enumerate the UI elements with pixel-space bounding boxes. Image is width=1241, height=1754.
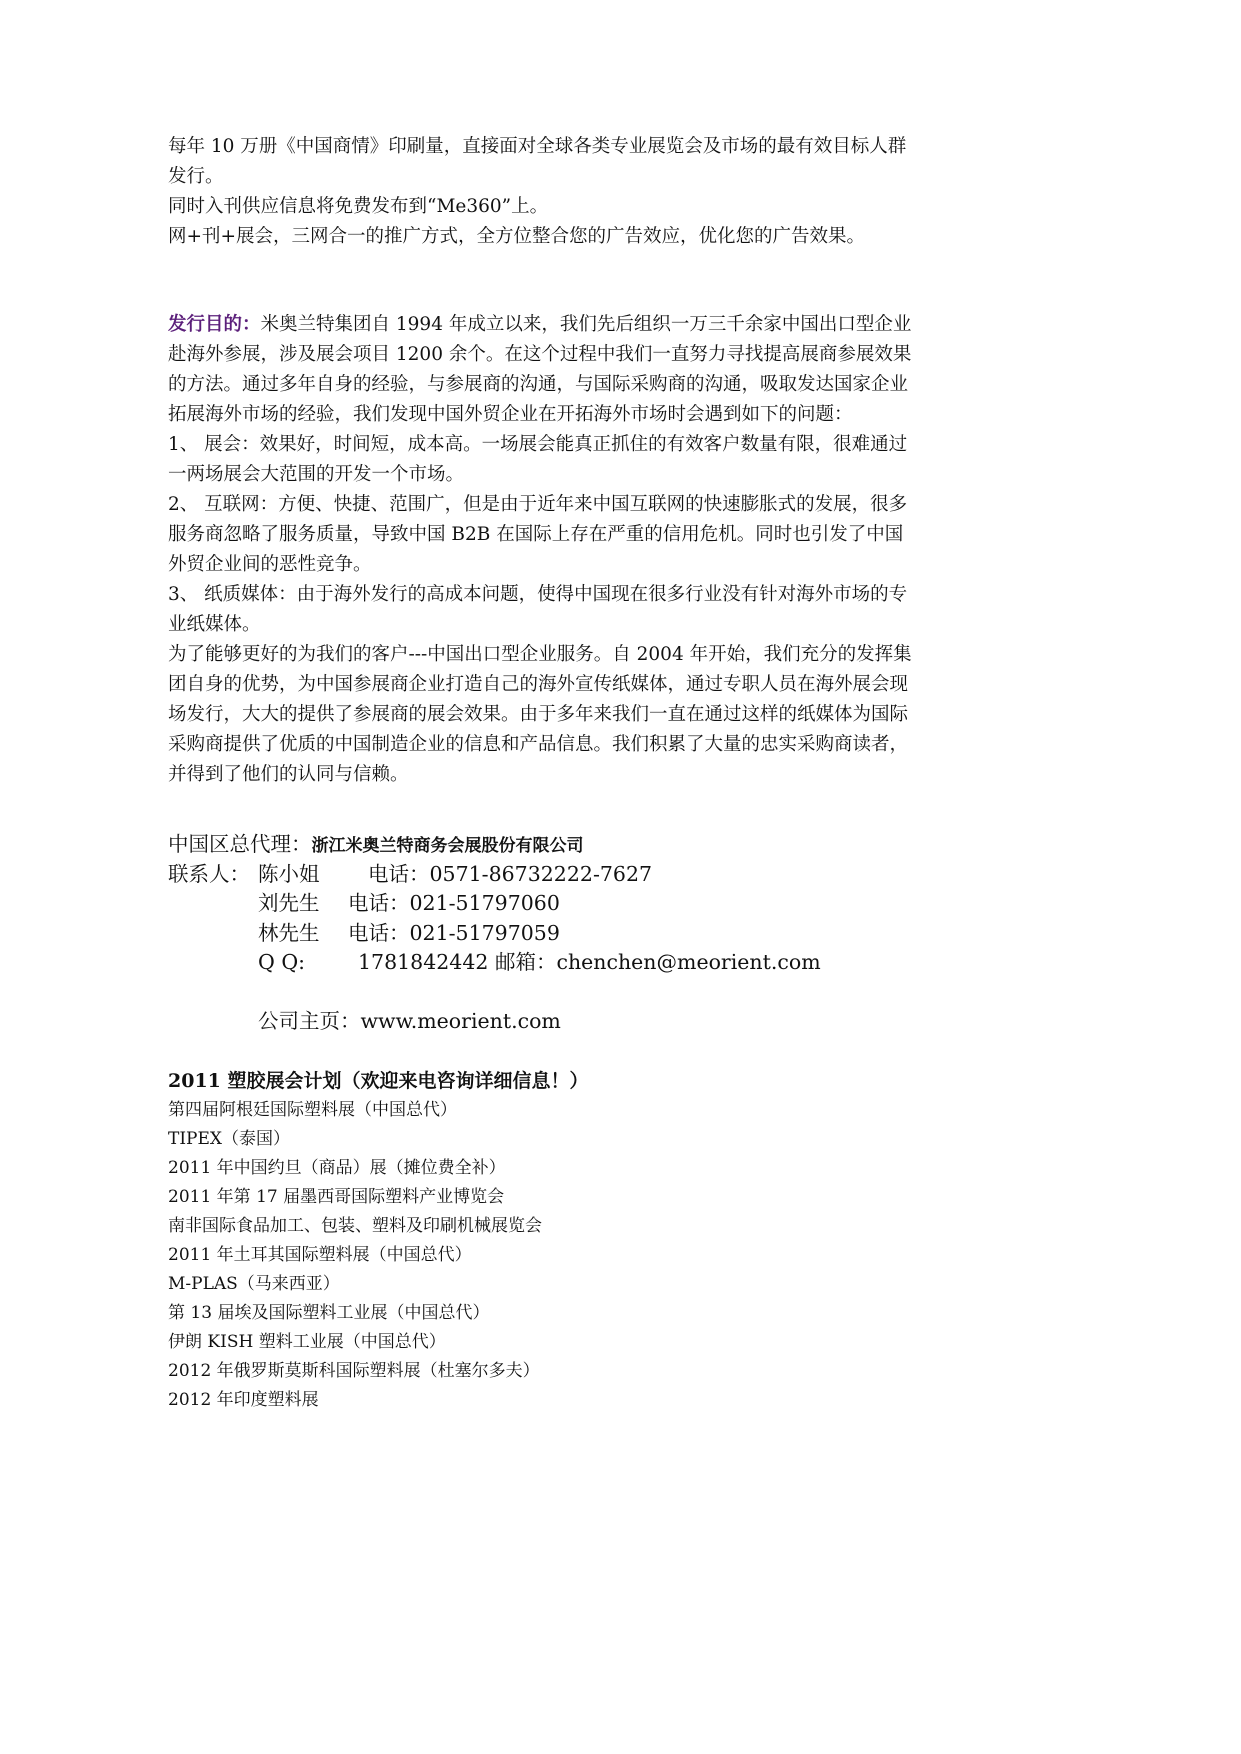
contact-line: [168, 889, 968, 919]
plan-item: TIPEX（泰国）: [168, 1129, 291, 1149]
plan-item: 2012 年俄罗斯莫斯科国际塑料展（杜塞尔多夫）: [168, 1361, 540, 1381]
qq-label: Q Q:: [258, 950, 306, 974]
contact-label: 联系人：: [168, 861, 250, 886]
intro-line: 网+刊+展会，三网合一的推广方式，全方位整合您的广告效应，优化您的广告效果。: [168, 226, 866, 247]
plan-section: [168, 1066, 948, 1415]
purpose-line: 2、 互联网：方便、快捷、范围广，但是由于近年来中国互联网的快速膨胀式的发展，很多: [168, 494, 908, 515]
contact-phone: 电话：021-51797059: [348, 920, 560, 945]
qq-line: [168, 948, 968, 978]
plan-title: [168, 1066, 948, 1096]
contact-line: [168, 860, 968, 890]
intro-line: 发行。: [168, 166, 224, 187]
plan-item: M-PLAS（马来西亚）: [168, 1274, 340, 1294]
qq-number: 1781842442: [358, 950, 489, 974]
purpose-line: 为了能够更好的为我们的客户---中国出口型企业服务。自 2004 年开始，我们充分的发挥集: [168, 644, 912, 665]
plan-item: 第 13 届埃及国际塑料工业展（中国总代）: [168, 1303, 490, 1323]
purpose-line: 3、 纸质媒体：由于海外发行的高成本问题，使得中国现在很多行业没有针对海外市场的专: [168, 584, 908, 605]
homepage-link[interactable]: www.meorient.com: [360, 1008, 561, 1033]
contact-phone: 电话：0571-86732222-7627: [368, 861, 653, 886]
purpose-line: 的方法。通过多年自身的经验，与参展商的沟通，与国际采购商的沟通，吸取发达国家企业: [168, 374, 909, 395]
agent-name: 浙江米奥兰特商务会展股份有限公司: [311, 836, 584, 856]
purpose-line: 并得到了他们的认同与信赖。: [168, 764, 409, 785]
contact-name: 刘先生: [258, 891, 320, 915]
purpose-line: 1、 展会：效果好，时间短，成本高。一场展会能真正抓住的有效客户数量有限，很难通过: [168, 434, 908, 455]
contact-phone: 电话：021-51797060: [348, 891, 560, 915]
contact-name: 陈小姐: [258, 861, 320, 886]
purpose-line: 赴海外参展，涉及展会项目 1200 余个。在这个过程中我们一直努力寻找提高展商参展效果: [168, 344, 912, 365]
plan-item: 南非国际食品加工、包装、塑料及印刷机械展览会: [168, 1216, 542, 1236]
homepage-label: 公司主页：: [258, 1008, 361, 1033]
purpose-line: 团自身的优势，为中国参展商企业打造自己的海外宣传纸媒体，通过专职人员在海外展会现: [168, 674, 909, 695]
email-link[interactable]: chenchen@meorient.com: [556, 950, 821, 974]
purpose-line: 场发行，大大的提供了参展商的展会效果。由于多年来我们一直在通过这样的纸媒体为国际: [168, 704, 909, 725]
blank-line: [168, 978, 968, 1007]
contact-name: 林先生: [258, 920, 320, 945]
homepage-line: [168, 1007, 968, 1037]
plan-item: 2012 年印度塑料展: [168, 1390, 319, 1410]
plan-item: 伊朗 KISH 塑料工业展（中国总代）: [168, 1332, 446, 1352]
intro-line: 每年 10 万册《中国商情》印刷量，直接面对全球各类专业展览会及市场的最有效目标人群: [168, 136, 907, 157]
purpose-section: [168, 310, 948, 790]
plan-title-main: 塑胶展会计划: [227, 1070, 342, 1092]
agent-label: 中国区总代理：: [168, 832, 312, 856]
intro-line: 同时入刊供应信息将免费发布到“Me360”上。: [168, 196, 549, 217]
plan-item: 2011 年土耳其国际塑料展（中国总代）: [168, 1245, 472, 1265]
email-label: 邮箱：: [494, 950, 557, 974]
intro-section: [168, 132, 948, 252]
contact-section: [168, 830, 968, 1036]
purpose-first-line: [168, 310, 948, 340]
purpose-line: 服务商忽略了服务质量，导致中国 B2B 在国际上存在严重的信用危机。同时也引发了中国: [168, 524, 904, 545]
plan-item: 2011 年中国约旦（商品）展（摊位费全补）: [168, 1158, 506, 1178]
plan-item: 第四届阿根廷国际塑料展（中国总代）: [168, 1100, 457, 1120]
purpose-first-text: 米奥兰特集团自 1994 年成立以来，我们先后组织一万三千余家中国出口型企业: [260, 314, 912, 335]
purpose-line: 外贸企业间的恶性竞争。: [168, 554, 372, 575]
plan-item: 2011 年第 17 届墨西哥国际塑料产业博览会: [168, 1187, 505, 1207]
contact-line: [168, 919, 968, 949]
purpose-line: 一两场展会大范围的开发一个市场。: [168, 464, 465, 485]
agent-line: [168, 830, 968, 860]
purpose-line: 采购商提供了优质的中国制造企业的信息和产品信息。我们积累了大量的忠实采购商读者，: [168, 734, 909, 755]
purpose-line: 拓展海外市场的经验，我们发现中国外贸企业在开拓海外市场时会遇到如下的问题：: [168, 404, 853, 425]
plan-title-note: （欢迎来电咨询详细信息！）: [341, 1070, 589, 1092]
plan-title-year: 2011: [168, 1070, 221, 1092]
purpose-line: 业纸媒体。: [168, 614, 261, 635]
purpose-label: 发行目的：: [168, 314, 261, 335]
